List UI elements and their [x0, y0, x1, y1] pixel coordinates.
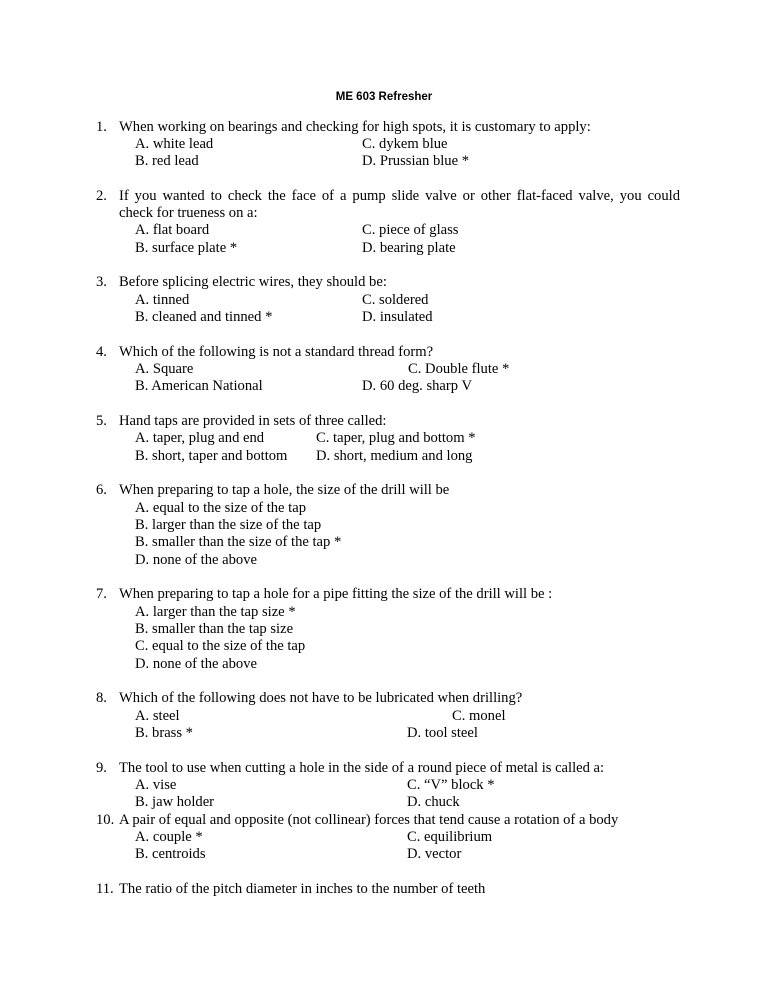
question-text: When preparing to tap a hole, the size of the drill will be [119, 482, 450, 498]
option-b: B. brass * [135, 725, 193, 741]
question-number: 6. [96, 482, 107, 498]
option-c: B. smaller than the size of the tap * [135, 534, 342, 550]
option-a: A. equal to the size of the tap [135, 500, 307, 516]
question-text: When working on bearings and checking for high spots, it is customary to apply: [119, 119, 591, 135]
question-number: 3. [96, 274, 107, 290]
option-d: D. short, medium and long [316, 448, 473, 464]
option-d: D. bearing plate [362, 240, 456, 256]
option-b: B. short, taper and bottom [135, 448, 288, 464]
option-a: A. tinned [135, 292, 190, 308]
option-b: B. jaw holder [135, 794, 215, 810]
question-text: Hand taps are provided in sets of three called: [119, 413, 387, 429]
question-number: 10. [96, 812, 115, 828]
question-text: Before splicing electric wires, they should be: [119, 274, 387, 290]
option-c: C. “V” block * [407, 777, 495, 793]
option-a: A. taper, plug and end [135, 430, 265, 446]
option-b: B. red lead [135, 153, 199, 169]
option-b: B. larger than the size of the tap [135, 517, 322, 533]
option-c: C. Double flute * [408, 361, 510, 377]
question-text: The tool to use when cutting a hole in the side of a round piece of metal is called a: [119, 760, 605, 776]
option-d: D. none of the above [135, 552, 257, 568]
question-number: 8. [96, 690, 107, 706]
option-c: C. equal to the size of the tap [135, 638, 306, 654]
option-b: B. smaller than the tap size [135, 621, 294, 637]
question-number: 5. [96, 413, 107, 429]
option-d: D. tool steel [407, 725, 478, 741]
question-text: A pair of equal and opposite (not collinear) forces that tend cause a rotation of a body [119, 812, 619, 828]
option-d: D. 60 deg. sharp V [362, 378, 472, 394]
option-d: D. insulated [362, 309, 433, 325]
question-number: 1. [96, 119, 107, 135]
option-a: A. larger than the tap size * [135, 604, 296, 620]
question-text: The ratio of the pitch diameter in inches to the number of teeth [119, 881, 486, 897]
question-number: 2. [96, 188, 107, 204]
option-b: B. surface plate * [135, 240, 238, 256]
option-c: C. soldered [362, 292, 429, 308]
question-text-continued: check for trueness on a: [119, 205, 258, 221]
option-c: C. taper, plug and bottom * [316, 430, 476, 446]
option-b: B. American National [135, 378, 263, 394]
option-a: A. couple * [135, 829, 203, 845]
option-a: A. white lead [135, 136, 214, 152]
page-title: ME 603 Refresher [335, 91, 433, 103]
question-text: If you wanted to check the face of a pump slide valve or other flat-faced valve, you could [119, 188, 680, 204]
question-number: 9. [96, 760, 107, 776]
option-a: A. flat board [135, 222, 210, 238]
option-a: A. vise [135, 777, 177, 793]
option-c: C. monel [452, 708, 506, 724]
option-d: D. none of the above [135, 656, 257, 672]
question-number: 4. [96, 344, 107, 360]
option-d: D. Prussian blue * [362, 153, 470, 169]
question-number: 7. [96, 586, 107, 602]
option-b: B. cleaned and tinned * [135, 309, 273, 325]
option-c: C. equilibrium [407, 829, 493, 845]
question-text: Which of the following is not a standard thread form? [119, 344, 434, 360]
option-d: D. vector [407, 846, 462, 862]
option-a: A. steel [135, 708, 180, 724]
option-d: D. chuck [407, 794, 460, 810]
question-number: 11. [96, 881, 114, 897]
option-a: A. Square [135, 361, 194, 377]
option-b: B. centroids [135, 846, 206, 862]
question-text: Which of the following does not have to be lubricated when drilling? [119, 690, 523, 706]
option-c: C. piece of glass [362, 222, 459, 238]
question-text: When preparing to tap a hole for a pipe fitting the size of the drill will be : [119, 586, 553, 602]
option-c: C. dykem blue [362, 136, 448, 152]
